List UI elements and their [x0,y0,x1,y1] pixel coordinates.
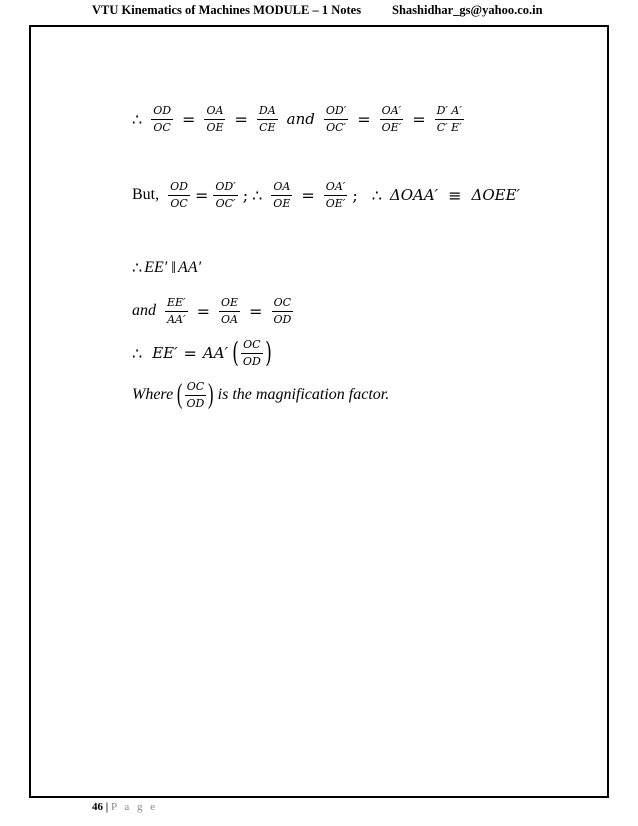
page-footer [92,801,158,813]
and-word: and [286,110,315,129]
page-label: P a g e [110,801,158,813]
equals-sign: = [182,109,196,129]
fraction-od-oc: $\frac{OD}{OC}$ [170,180,188,210]
therefore-symbol: ∴ [132,109,143,129]
left-paren: ( [232,336,239,370]
fraction-ee-prime-aa-prime: $\frac{EE'}{AA'}$ [167,296,186,326]
therefore-symbol: ∴ [132,343,143,363]
equation-where [132,380,389,411]
page-number: 46 [92,801,103,813]
aa-prime: AA′ [178,259,202,276]
aa-prime: AA′ [202,344,228,363]
fraction-od-oc: $\frac{OD}{OC}$ [153,104,172,134]
equation-parallel [132,258,201,278]
fraction-oa-prime-oe-prime: $\frac{OA'}{OE'}$ [381,104,402,134]
equals-sign: = [412,109,426,129]
equation-and-ratios [132,296,296,327]
semicolon: ; [352,185,358,205]
fraction-oe-oa: $\frac{OE}{OA}$ [220,296,239,326]
ee-prime: EE′ [152,344,178,363]
equation-result [132,338,274,369]
magnification-text: is the magnification factor. [217,386,390,404]
equation-ratios [132,104,467,135]
fraction-oc-od: $\frac{OC}{OD}$ [186,380,205,410]
therefore-symbol: ∴ [371,185,382,205]
footer-separator: | [103,801,111,813]
equals-sign: = [234,109,248,129]
right-paren: ) [208,379,214,411]
header-title: VTU Kinematics of Machines MODULE – 1 Notes [92,3,362,17]
equals-sign: = [194,185,209,205]
fraction-oa-prime-oe-prime: $\frac{OA'}{OE'}$ [325,180,346,210]
equation-but [132,180,520,211]
fraction-od-prime-oc-prime: $\frac{OD'}{OC'}$ [215,180,236,210]
fraction-da-prime-ce-prime: $\frac{D' A'}{C' E'}$ [436,104,462,134]
equals-sign: = [357,109,371,129]
fraction-oa-oe: $\frac{OA}{OE}$ [273,180,291,210]
equals-sign: = [249,301,263,321]
triangle-oee-prime: ΔOEE′ [471,186,520,205]
therefore-symbol: ∴ [252,185,263,205]
ee-prime: EE′ [144,259,168,276]
fraction-oc-od: $\frac{OC}{OD}$ [242,338,261,368]
where-word: Where [132,386,174,404]
right-paren: ) [264,336,272,370]
therefore-symbol: ∴ [132,260,143,277]
fraction-od-prime-oc-prime: $\frac{OD'}{OC'}$ [325,104,347,134]
left-paren: ( [177,379,183,411]
and-word: and [132,302,156,320]
fraction-oc-od: $\frac{OC}{OD}$ [273,296,292,326]
equals-sign: = [183,343,197,363]
equals-sign: = [301,185,315,205]
triangle-oaa-prime: ΔOAA′ [389,186,439,205]
congruent-symbol: ≡ [448,185,462,205]
fraction-da-ce: $\frac{DA}{CE}$ [258,104,276,134]
fraction-oa-oe: $\frac{OA}{OE}$ [206,104,224,134]
header-email: Shashidhar_gs@yahoo.co.in [392,3,543,17]
semicolon: ; [242,185,249,205]
but-word: But, [132,186,160,204]
page-border [29,25,609,798]
equals-sign: = [196,301,210,321]
parallel-symbol: ‖ [171,258,175,277]
